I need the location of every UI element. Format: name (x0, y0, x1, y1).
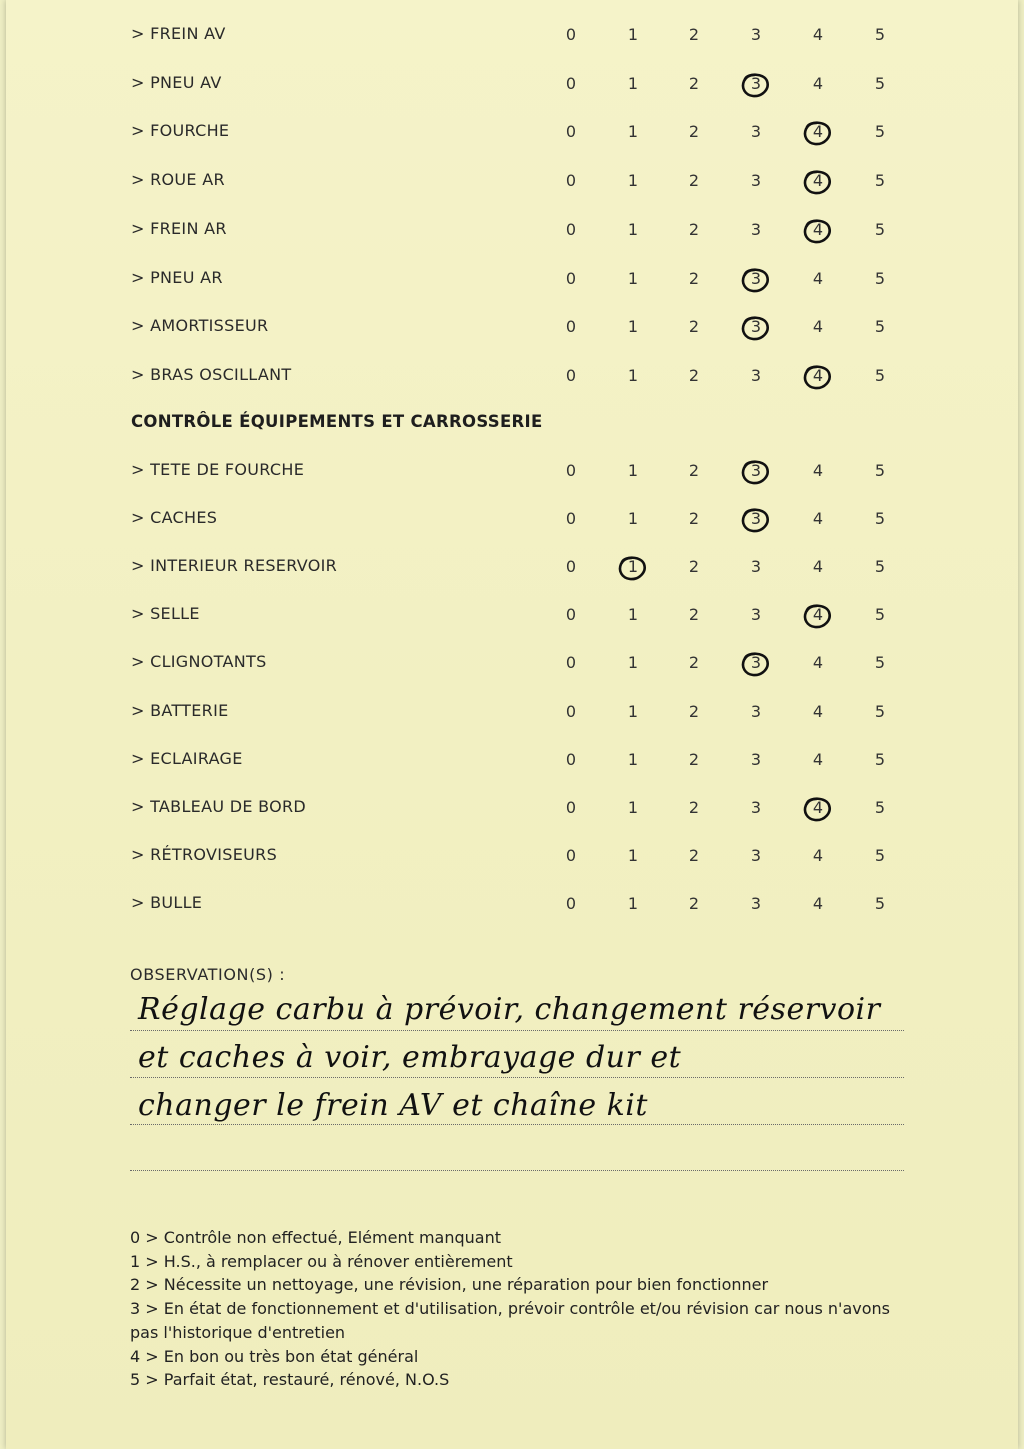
rating-option-3[interactable]: 3 (750, 219, 762, 239)
rating-row (6, 166, 1018, 196)
rating-row (6, 69, 1018, 99)
rating-option-2[interactable]: 2 (688, 701, 700, 721)
observations-label: OBSERVATION(S) : (130, 965, 286, 984)
rating-option-4[interactable]: 4 (812, 653, 824, 673)
rating-option-3[interactable]: 3 (750, 365, 762, 385)
rating-legend (130, 1226, 910, 1392)
rating-row (6, 504, 1018, 534)
rating-option-2[interactable]: 2 (688, 653, 700, 673)
rating-option-1[interactable]: 1 (627, 845, 639, 865)
rating-option-4-circled[interactable]: 4 (808, 798, 828, 817)
hand-drawn-circle-icon (738, 314, 772, 344)
rating-option-5[interactable]: 5 (874, 605, 886, 625)
rating-option-3-circled[interactable]: 3 (746, 461, 766, 480)
rating-option-1[interactable]: 1 (627, 317, 639, 337)
rating-option-4[interactable]: 4 (812, 268, 824, 288)
rating-row-label: > PNEU AR (131, 267, 223, 287)
hand-drawn-circle-icon (800, 217, 834, 247)
rating-option-3-circled[interactable]: 3 (746, 653, 766, 672)
rating-row-label: > BRAS OSCILLANT (131, 364, 292, 384)
rating-row (6, 793, 1018, 823)
rating-option-1[interactable]: 1 (627, 605, 639, 625)
rating-row-label: > FOURCHE (131, 121, 230, 141)
handwritten-observation-line: et caches à voir, embrayage dur et (138, 1040, 682, 1075)
rating-option-4-circled[interactable]: 4 (808, 220, 828, 239)
rating-option-5[interactable]: 5 (874, 509, 886, 529)
handwritten-observation-line: changer le frein AV et chaîne kit (138, 1088, 648, 1123)
rating-option-5[interactable]: 5 (874, 461, 886, 480)
rating-option-2[interactable]: 2 (688, 797, 700, 817)
hand-drawn-circle-icon (800, 602, 834, 632)
rating-row (6, 456, 1018, 486)
rating-row (6, 312, 1018, 342)
rating-row-label: > SELLE (131, 604, 200, 624)
rating-option-3[interactable]: 3 (750, 893, 762, 913)
rating-option-3-circled[interactable]: 3 (746, 74, 766, 93)
rating-option-1[interactable]: 1 (627, 268, 639, 288)
rating-option-4[interactable]: 4 (812, 509, 824, 529)
legend-item: 2 > Nécessite un nettoyage, une révision, une réparation pour bien fonctionner (130, 1275, 769, 1295)
hand-drawn-circle-icon (738, 266, 772, 296)
hand-drawn-circle-icon (800, 168, 834, 198)
rating-option-3[interactable]: 3 (750, 605, 762, 625)
rating-option-4[interactable]: 4 (812, 749, 824, 769)
rating-row (6, 20, 1018, 50)
rating-row (6, 117, 1018, 147)
rating-row (6, 600, 1018, 630)
rating-option-1[interactable]: 1 (627, 461, 639, 480)
rating-option-2[interactable]: 2 (688, 605, 700, 625)
rating-row-label: > CACHES (131, 508, 218, 528)
rating-option-5[interactable]: 5 (874, 73, 886, 93)
rating-option-5[interactable]: 5 (874, 845, 886, 865)
legend-item: 5 > Parfait état, restauré, rénové, N.O.S (130, 1370, 450, 1390)
rating-option-5[interactable]: 5 (874, 268, 886, 288)
rating-option-0[interactable]: 0 (565, 653, 577, 673)
rating-option-1[interactable]: 1 (627, 509, 639, 529)
rating-row (6, 889, 1018, 919)
hand-drawn-circle-icon (800, 795, 834, 825)
rating-option-3[interactable]: 3 (750, 749, 762, 769)
rating-row-label: > FREIN AR (131, 218, 227, 238)
rating-option-3[interactable]: 3 (750, 122, 762, 142)
rating-option-5[interactable]: 5 (874, 122, 886, 142)
rating-option-0[interactable]: 0 (565, 73, 577, 93)
rating-option-0[interactable]: 0 (565, 268, 577, 288)
rating-option-5[interactable]: 5 (874, 557, 886, 577)
rating-option-2[interactable]: 2 (688, 509, 700, 529)
legend-item: 0 > Contrôle non effectué, Elément manquant (130, 1228, 501, 1247)
rating-option-0[interactable]: 0 (565, 122, 577, 142)
rating-option-4[interactable]: 4 (812, 317, 824, 337)
rating-option-2[interactable]: 2 (688, 171, 700, 191)
rating-option-4-circled[interactable]: 4 (808, 366, 828, 385)
rating-option-0[interactable]: 0 (565, 509, 577, 529)
rating-option-4-circled[interactable]: 4 (808, 122, 828, 141)
rating-option-3-circled[interactable]: 3 (746, 509, 766, 528)
rating-row (6, 745, 1018, 775)
rating-row-label: > RÉTROVISEURS (131, 844, 278, 864)
rating-option-1[interactable]: 1 (627, 893, 639, 913)
legend-item: 4 > En bon ou très bon état général (130, 1346, 419, 1366)
legend-item: 1 > H.S., à remplacer ou à rénover entièrement (130, 1251, 513, 1271)
rating-option-4[interactable]: 4 (812, 25, 824, 44)
rating-option-2[interactable]: 2 (688, 73, 700, 93)
legend-item: 3 > En état de fonctionnement et d'utilisation, prévoir contrôle et/ou révision car nous n'avons pas l'historique d'entretien (130, 1299, 890, 1342)
rating-option-0[interactable]: 0 (565, 797, 577, 817)
rating-option-4[interactable]: 4 (812, 701, 824, 721)
rating-option-4-circled[interactable]: 4 (808, 171, 828, 190)
rating-option-2[interactable]: 2 (688, 845, 700, 865)
rating-option-0[interactable]: 0 (565, 893, 577, 913)
rating-option-5[interactable]: 5 (874, 701, 886, 721)
hand-drawn-circle-icon (615, 554, 649, 584)
hand-drawn-circle-icon (738, 458, 772, 488)
rating-option-0[interactable]: 0 (565, 749, 577, 769)
rating-option-0[interactable]: 0 (565, 605, 577, 625)
rating-option-1[interactable]: 1 (627, 219, 639, 239)
rating-option-1[interactable]: 1 (627, 122, 639, 142)
rating-option-1[interactable]: 1 (627, 797, 639, 817)
rating-option-0[interactable]: 0 (565, 365, 577, 385)
rating-option-4[interactable]: 4 (812, 461, 824, 480)
rating-option-2[interactable]: 2 (688, 219, 700, 239)
rating-option-1[interactable]: 1 (627, 365, 639, 385)
section-title-equipment: CONTRÔLE ÉQUIPEMENTS ET CARROSSERIE (131, 412, 543, 431)
rating-option-0[interactable]: 0 (565, 219, 577, 239)
rating-option-4[interactable]: 4 (812, 557, 824, 577)
rating-option-0[interactable]: 0 (565, 25, 577, 44)
rating-option-5[interactable]: 5 (874, 893, 886, 913)
rating-option-3[interactable]: 3 (750, 557, 762, 577)
rating-row-label: > INTERIEUR RESERVOIR (131, 556, 338, 576)
rating-option-0[interactable]: 0 (565, 317, 577, 337)
rating-option-2[interactable]: 2 (688, 365, 700, 385)
rating-option-2[interactable]: 2 (688, 893, 700, 913)
rating-option-3-circled[interactable]: 3 (746, 317, 766, 336)
rating-option-5[interactable]: 5 (874, 653, 886, 673)
rating-option-4[interactable]: 4 (812, 845, 824, 865)
rating-row-label: > AMORTISSEUR (131, 316, 269, 336)
rating-row (6, 697, 1018, 727)
rating-row-label: > ECLAIRAGE (131, 748, 243, 768)
rating-option-3[interactable]: 3 (750, 797, 762, 817)
rating-row-label: > CLIGNOTANTS (131, 652, 267, 672)
rating-row (6, 841, 1018, 871)
rating-option-0[interactable]: 0 (565, 461, 577, 480)
rating-option-4[interactable]: 4 (812, 893, 824, 913)
rating-option-1[interactable]: 1 (627, 701, 639, 721)
rating-row (6, 264, 1018, 294)
rating-row (6, 361, 1018, 391)
rating-option-1[interactable]: 1 (627, 171, 639, 191)
observation-dotted-line (130, 1124, 904, 1125)
rating-option-1[interactable]: 1 (627, 25, 639, 44)
rating-option-1[interactable]: 1 (627, 653, 639, 673)
rating-row-label: > PNEU AV (131, 72, 222, 92)
rating-option-2[interactable]: 2 (688, 317, 700, 337)
rating-option-1[interactable]: 1 (627, 749, 639, 769)
rating-row-label: > TABLEAU DE BORD (131, 796, 307, 816)
observation-dotted-line (130, 1077, 904, 1078)
rating-option-3[interactable]: 3 (750, 25, 762, 44)
rating-option-5[interactable]: 5 (874, 317, 886, 337)
rating-option-5[interactable]: 5 (874, 797, 886, 817)
rating-option-4-circled[interactable]: 4 (808, 605, 828, 624)
rating-row (6, 215, 1018, 245)
inspection-sheet (6, 0, 1018, 1449)
rating-row-label: > ROUE AR (131, 170, 225, 190)
rating-option-0[interactable]: 0 (565, 557, 577, 577)
rating-option-1[interactable]: 1 (627, 73, 639, 93)
rating-row (6, 552, 1018, 582)
rating-row-label: > FREIN AV (131, 24, 226, 43)
rating-option-0[interactable]: 0 (565, 701, 577, 721)
rating-row (6, 648, 1018, 678)
hand-drawn-circle-icon (800, 363, 834, 393)
rating-option-0[interactable]: 0 (565, 171, 577, 191)
hand-drawn-circle-icon (738, 71, 772, 101)
rating-option-5[interactable]: 5 (874, 25, 886, 44)
rating-option-5[interactable]: 5 (874, 365, 886, 385)
rating-option-1-circled[interactable]: 1 (623, 557, 643, 576)
rating-option-2[interactable]: 2 (688, 557, 700, 577)
observation-dotted-line (130, 1030, 904, 1031)
observation-dotted-line (130, 1170, 904, 1171)
rating-option-5[interactable]: 5 (874, 219, 886, 239)
rating-option-5[interactable]: 5 (874, 171, 886, 191)
rating-option-3[interactable]: 3 (750, 171, 762, 191)
rating-row-label: > BULLE (131, 892, 203, 912)
rating-row-label: > BATTERIE (131, 700, 229, 720)
rating-option-2[interactable]: 2 (688, 268, 700, 288)
rating-option-3[interactable]: 3 (750, 701, 762, 721)
rating-option-2[interactable]: 2 (688, 749, 700, 769)
hand-drawn-circle-icon (800, 119, 834, 149)
rating-row-label: > TETE DE FOURCHE (131, 460, 305, 479)
hand-drawn-circle-icon (738, 650, 772, 680)
handwritten-observation-line: Réglage carbu à prévoir, changement réservoir (138, 992, 881, 1027)
rating-option-4[interactable]: 4 (812, 73, 824, 93)
hand-drawn-circle-icon (738, 506, 772, 536)
rating-option-3[interactable]: 3 (750, 845, 762, 865)
rating-option-2[interactable]: 2 (688, 122, 700, 142)
rating-option-2[interactable]: 2 (688, 461, 700, 480)
rating-option-2[interactable]: 2 (688, 25, 700, 44)
rating-option-5[interactable]: 5 (874, 749, 886, 769)
rating-option-3-circled[interactable]: 3 (746, 269, 766, 288)
rating-option-0[interactable]: 0 (565, 845, 577, 865)
